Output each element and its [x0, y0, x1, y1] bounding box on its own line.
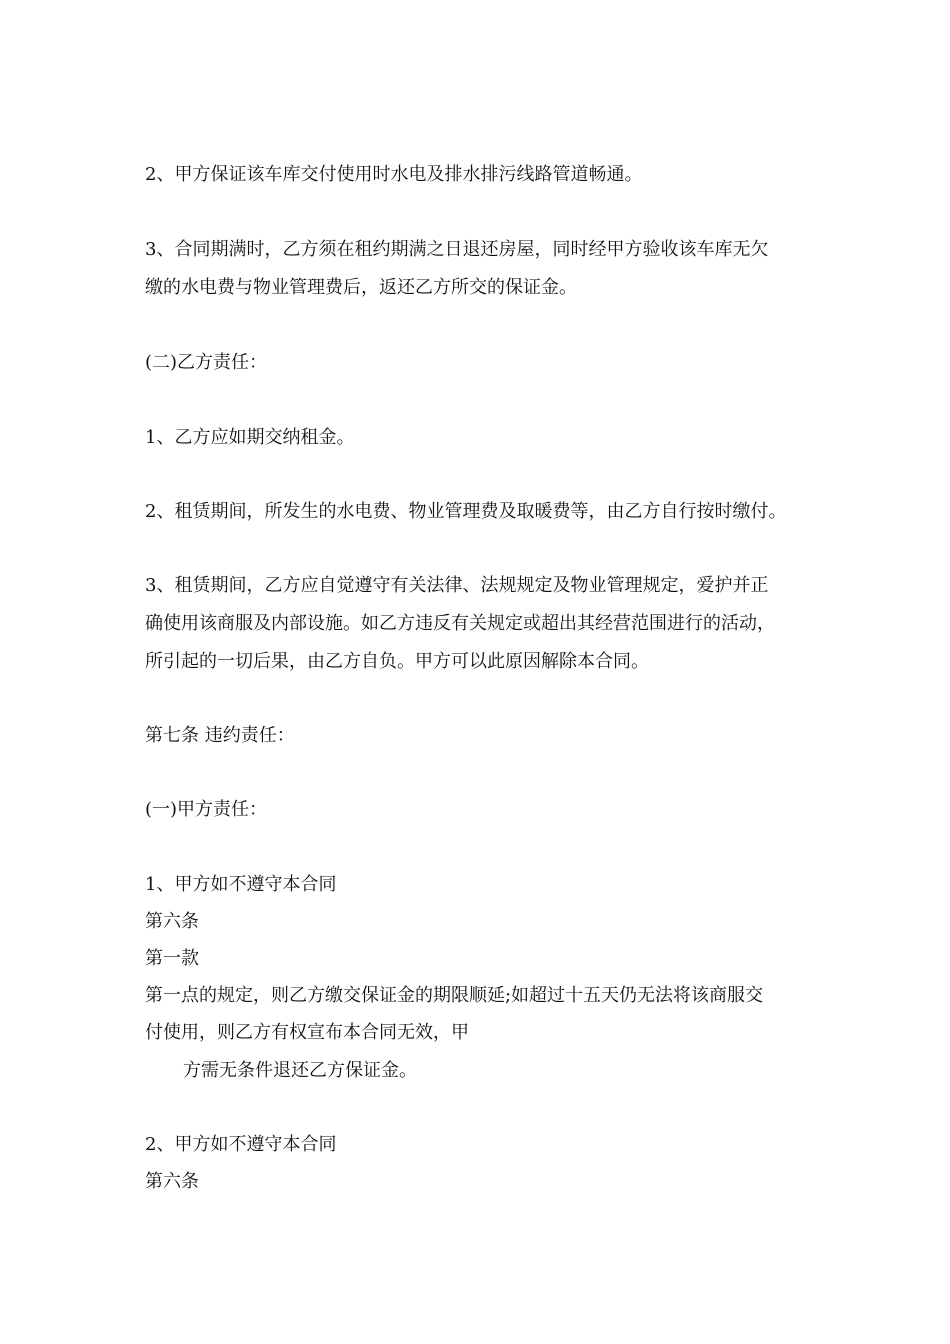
section-heading: (二)乙方责任：: [145, 352, 268, 373]
text-line: 1、甲方如不遵守本合同: [145, 874, 337, 895]
text-line: 第一点的规定，则乙方缴交保证金的期限顺延;如超过十五天仍无法将该商服交: [145, 985, 764, 1006]
text-line: 2、甲方保证该车库交付使用时水电及排水排污线路管道畅通。: [145, 164, 643, 185]
text-line: 付使用，则乙方有权宣布本合同无效，甲: [145, 1022, 469, 1043]
text-line: 3、租赁期间，乙方应自觉遵守有关法律、法规规定及物业管理规定，爱护并正: [145, 575, 769, 596]
text-line: 方需无条件退还乙方保证金。: [183, 1060, 417, 1081]
article-heading: 第七条 违约责任：: [145, 725, 295, 746]
text-line: 第一款: [145, 948, 199, 969]
text-line: 1、乙方应如期交纳租金。: [145, 427, 355, 448]
text-line: 3、合同期满时，乙方须在租约期满之日退还房屋，同时经甲方验收该车库无欠: [145, 239, 769, 260]
section-heading: (一)甲方责任：: [145, 799, 268, 820]
text-line: 2、甲方如不遵守本合同: [145, 1134, 337, 1155]
text-line: 2、租赁期间，所发生的水电费、物业管理费及取暖费等，由乙方自行按时缴付。: [145, 501, 787, 522]
text-line: 第六条: [145, 911, 199, 932]
text-line: 缴的水电费与物业管理费后，返还乙方所交的保证金。: [145, 277, 577, 298]
text-line: 第六条: [145, 1171, 199, 1192]
text-line: 所引起的一切后果，由乙方自负。甲方可以此原因解除本合同。: [145, 651, 649, 672]
text-line: 确使用该商服及内部设施。如乙方违反有关规定或超出其经营范围进行的活动，: [145, 613, 775, 634]
